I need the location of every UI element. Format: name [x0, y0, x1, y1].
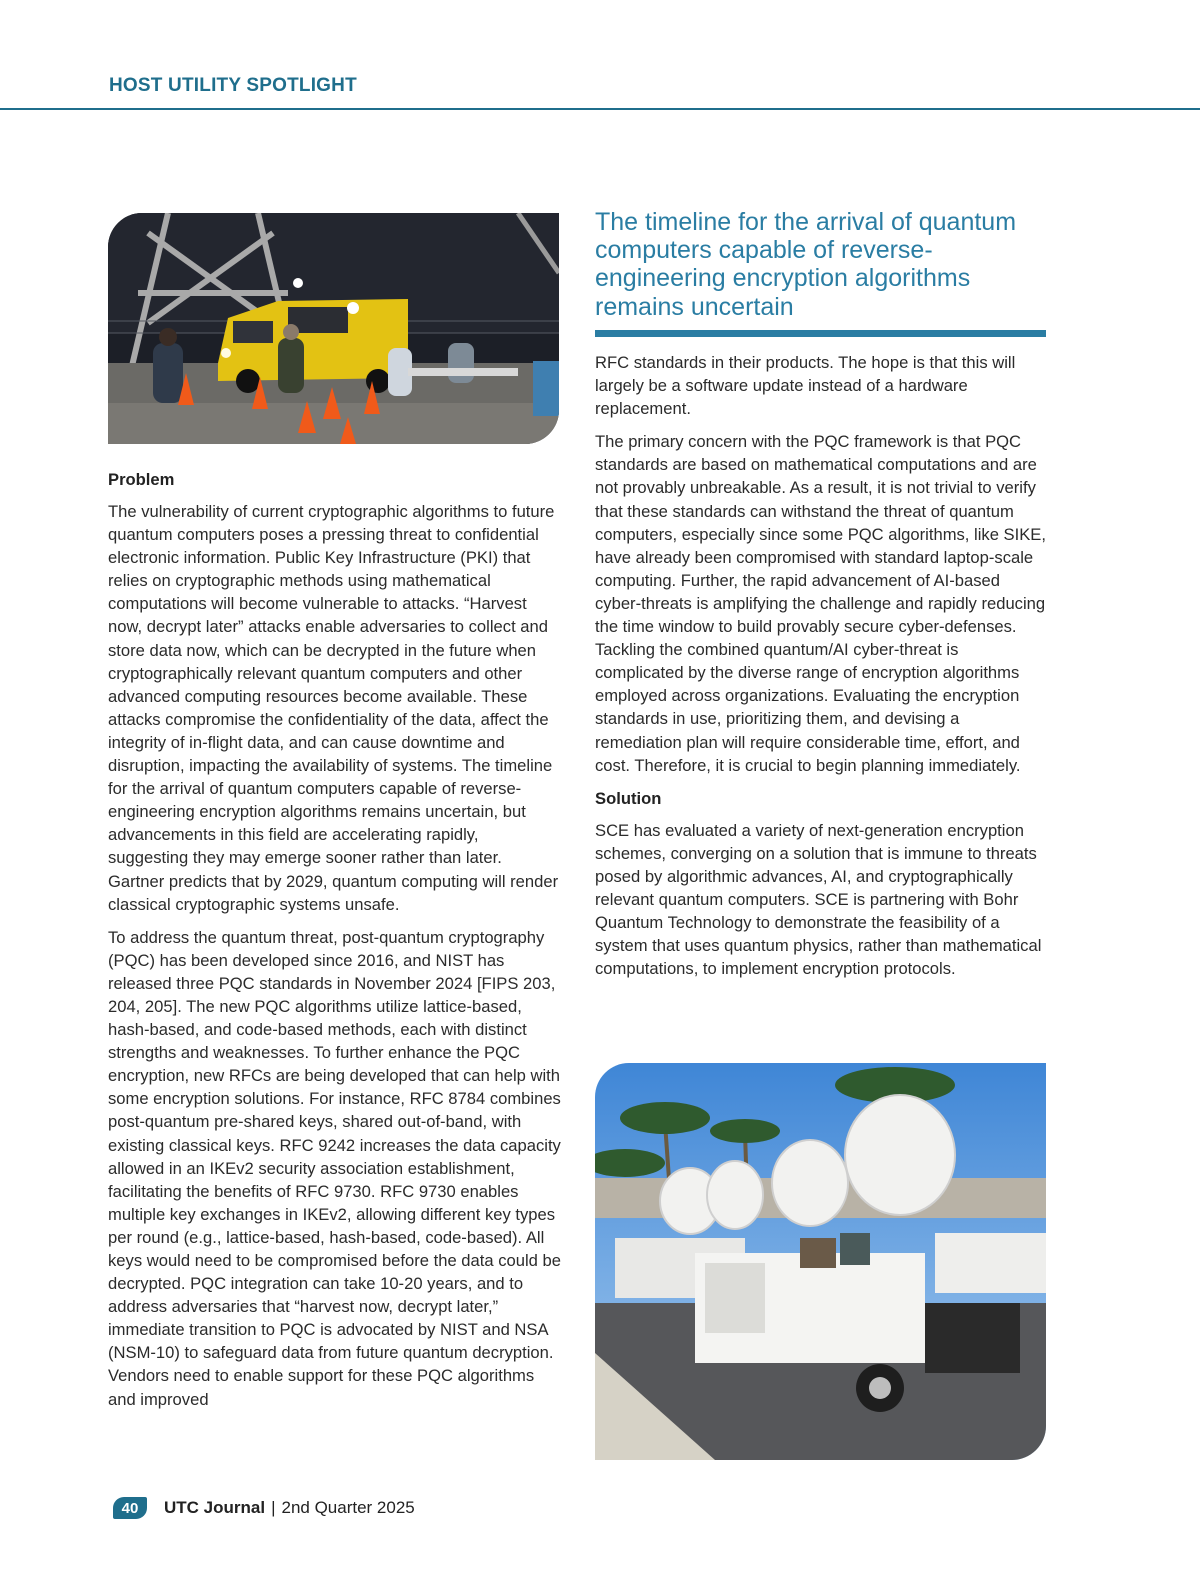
satellite-trailers-photo — [595, 1063, 1046, 1460]
page-number: 40 — [113, 1497, 147, 1519]
footer-separator: | — [271, 1498, 276, 1517]
rfc-paragraph: RFC standards in their products. The hope is that this will largely be a software update instead of a hardware replacement. — [595, 353, 1016, 419]
issue-label: 2nd Quarter 2025 — [281, 1498, 415, 1517]
problem-heading: Problem — [108, 470, 175, 489]
problem-paragraph: The vulnerability of current cryptographic algorithms to future quantum computers poses a pressing threat to confidential electronic information. Public Key Infrastructure (PKI) that relies on cryptographic methods using mathematical computations will become vulnerable to attacks. “Harvest now, decrypt later” attacks enable adversaries to collect and store data now, which can be decrypted in the future when cryptographically relevant quantum computers and other advanced computing resources become available. These attacks compromise the confidentiality of the data, affect the integrity of in-flight data, and can cause downtime and disruption, impacting the availability of systems. The timeline for the arrival of quantum computers capable of reverse-engineering encryption algorithms remains uncertain, but advancements in this field are accelerating rapidly, suggesting they may emerge sooner rather than later. Gartner predicts that by 2029, quantum computing will render classical cryptographic systems unsafe. — [108, 502, 559, 914]
pull-quote-rule — [595, 330, 1046, 337]
utility-van-photo — [108, 213, 559, 444]
journal-name: UTC Journal — [164, 1498, 266, 1517]
pqc-paragraph: To address the quantum threat, post-quantum cryptography (PQC) has been developed since 2016, and NIST has released three PQC standards in November 2024 [FIPS 203, 204, 205]. The new PQC algorithms utilize lattice-based, hash-based, and code-based methods, each with distinct strengths and weaknesses. To further enhance the PQC encryption, new RFCs are being developed that can help with some encryption solutions. For instance, RFC 8784 combines post-quantum pre-shared keys, shared out-of-band, with existing classical keys. RFC 9242 increases the data capacity allowed in an IKEv2 security association establishment, facilitating the benefits of RFC 9730. RFC 9730 enables multiple key exchanges in IKEv2, allowing different key types per round (e.g., lattice-based, hash-based, code-based). All keys would need to be compromised before the data could be decrypted. PQC integration can take 10-20 years, and to address adversaries that “harvest now, decrypt later,” immediate transition to PQC is advocated by NIST and NSA (NSM-10) to safeguard data from future quantum decryption. Vendors need to enable support for these PQC algorithms and improved — [108, 927, 561, 1409]
solution-paragraph: SCE has evaluated a variety of next-generation encryption schemes, converging on a solution that is immune to threats posed by algorithmic advances, AI, and cryptographically relevant quantum computers. SCE is partnering with Bohr Quantum Technology to demonstrate the feasibility of a system that uses quantum physics, rather than mathematical computations, to implement encryption protocols. — [595, 820, 1042, 979]
page-footer — [113, 1494, 415, 1522]
section-label: HOST UTILITY SPOTLIGHT — [109, 75, 357, 96]
pull-quote: The timeline for the arrival of quantum computers capable of reverse-engineering encryption algorithms remains uncertain — [595, 208, 1017, 321]
left-column — [108, 468, 562, 1421]
concern-paragraph: The primary concern with the PQC framework is that PQC standards are based on mathematical computations and are not provably unbreakable. As a result, it is not trivial to verify that these standards can withstand the threat of quantum computers, especially since some PQC algorithms, like SIKE, have already been compromised with standard laptop-scale computing. Further, the rapid advancement of AI-based cyber-threats is amplifying the challenge and rapidly reducing the time window to build provably secure cyber-defenses. Tackling the combined quantum/AI cyber-threat is complicated by the diverse range of encryption algorithms employed across organizations. Evaluating the encryption standards in use, prioritizing them, and devising a remediation plan will require considerable time, effort, and cost. Therefore, it is crucial to begin planning immediately. — [595, 432, 1046, 775]
right-column — [595, 351, 1050, 990]
solution-heading: Solution — [595, 788, 662, 808]
header-rule — [0, 108, 1200, 110]
